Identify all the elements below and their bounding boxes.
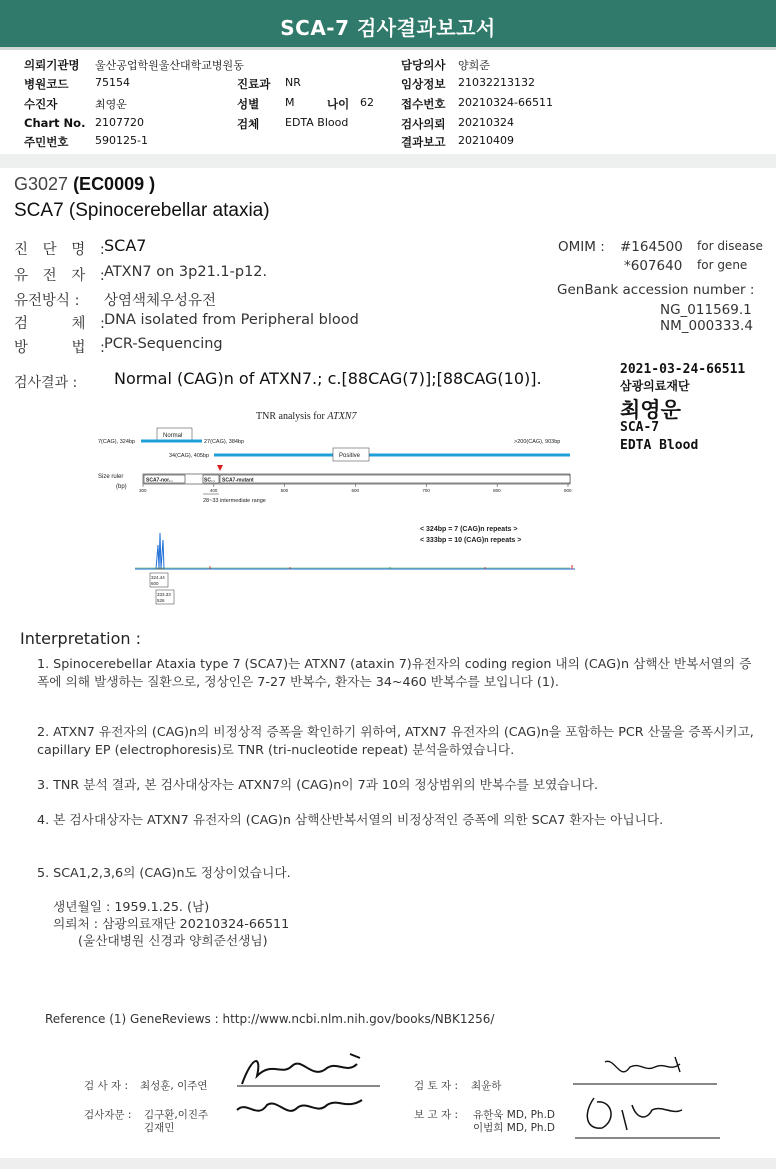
inheritance-label: 유전방식 : <box>14 293 80 309</box>
gene-value: ATXN7 on 3p21.1-p12. <box>104 264 268 280</box>
interpretation-p4: 4. 본 검사대상자는 ATXN7 유전자의 (CAG)n 삼핵산반복서열의 비정상적인 증폭에 의한 SCA7 환자는 아닙니다. <box>37 812 664 827</box>
inheritance-value: 상염색체우성유전 <box>104 293 217 309</box>
sex-label: 성별 <box>237 97 260 111</box>
seg-normal-label: SCA7-nor... <box>146 477 173 484</box>
result-value: Normal (CAG)n of ATXN7.; c.[88CAG(7)];[88CAG(10)]. <box>114 369 542 388</box>
peak-1-size: 324.44 <box>151 575 165 580</box>
stamp-test: SCA-7 <box>620 420 660 435</box>
seg-mutant <box>220 475 570 483</box>
clinical-value: 21032213132 <box>458 76 535 89</box>
id-label: 주민번호 <box>24 135 69 149</box>
page-footer-bar <box>0 1158 776 1169</box>
genbank-label: GenBank accession number : <box>557 282 755 298</box>
label-27cag: 27(CAG), 384bp <box>204 439 245 445</box>
ruler-tick-label: 300 <box>139 488 147 493</box>
report-title: SCA-7 검사결과보고서 <box>280 16 496 40</box>
label-200cag: >200(CAG), 903bp <box>514 439 561 445</box>
patient-value: 최영운 <box>95 98 127 111</box>
request-date-value: 20210324 <box>458 116 514 129</box>
normal-label: Normal <box>163 433 183 439</box>
stamp-receipt: 2021-03-24-66511 <box>620 362 746 377</box>
diagnosis-value: SCA7 <box>104 236 147 255</box>
receipt-label: 접수번호 <box>401 97 446 111</box>
ruler-ticks <box>139 484 572 493</box>
advisor-signature <box>232 1090 377 1126</box>
repeat-line-1: < 324bp = 7 (CAG)n repeats > <box>420 526 518 533</box>
stamp-specimen: EDTA Blood <box>620 438 699 453</box>
patient-label: 수진자 <box>24 97 58 111</box>
omim-gene: *607640 <box>624 258 683 274</box>
interpretation-heading: Interpretation : <box>20 629 141 648</box>
result-label: 검사결과 : <box>14 375 78 391</box>
reviewer-signature <box>570 1052 720 1088</box>
specimen-value: EDTA Blood <box>285 116 349 129</box>
institution-value: 울산공업학원울산대학교병원동 <box>95 59 244 72</box>
gene-label: 유 전 자 : <box>14 268 110 284</box>
omim-gene-note: for gene <box>697 258 748 272</box>
clinical-label: 임상정보 <box>401 77 446 91</box>
omim-disease: #164500 <box>620 239 683 255</box>
seg-sc-label: SC... <box>204 477 216 484</box>
reporter-value-1: 유한욱 MD, Ph.D <box>473 1109 555 1121</box>
stamp-org: 삼광의료재단 <box>620 379 690 393</box>
advisor-label: 검사자문 : <box>84 1109 132 1121</box>
patient-info <box>0 52 776 152</box>
omim-label: OMIM : <box>558 239 605 255</box>
method-value: PCR-Sequencing <box>104 336 223 352</box>
dept-value: NR <box>285 76 301 89</box>
stamp-name: 최영운 <box>620 398 681 422</box>
ruler-tick-label: 600 <box>351 488 360 493</box>
doctor-value: 양희준 <box>458 59 490 72</box>
figure-title: TNR analysis for ATXN7 <box>256 411 357 422</box>
gene-test-code: G3027 <box>14 174 69 194</box>
advisor-value-1: 김구환,이진주 <box>144 1109 209 1121</box>
ruler-tick-label: 700 <box>422 488 430 493</box>
peak-2-size: 333.33 <box>157 592 171 597</box>
ruler-tick-label: 900 <box>564 488 572 493</box>
trace-noise <box>210 565 572 569</box>
interpretation-p1: 1. Spinocerebellar Ataxia type 7 (SCA7)는 ATXN7 (ataxin 7)유전자의 coding region 내의 (CAG)n 삼핵산 반복서열의 증폭에 의해 발생하는 질환으로, 정상인은 7-27 반복수, 환자는 34~460 반복수를 보입니다 (1). <box>37 656 752 689</box>
interpretation-p3: 3. TNR 분석 결과, 본 검사대상자는 ATXN7의 (CAG)n이 7과 10의 정상범위의 반복수를 보였습니다. <box>37 777 599 792</box>
label-34cag: 34(CAG), 405bp <box>169 453 210 459</box>
report-header <box>0 0 776 50</box>
ruler-label: Size ruler <box>98 474 124 480</box>
reporter-signature <box>572 1090 722 1140</box>
genbank-2: NM_000333.4 <box>660 318 753 334</box>
age-value: 62 <box>360 96 374 109</box>
repeat-line-2: < 333bp = 10 (CAG)n repeats > <box>420 537 522 544</box>
genbank-1: NG_011569.1 <box>660 302 752 318</box>
sex-value: M <box>285 96 295 109</box>
peak-2-height: 526 <box>157 598 165 603</box>
specimen-row-label: 검 체 : <box>14 316 110 332</box>
dept-label: 진료과 <box>237 77 271 91</box>
ruler-tick-label: 400 <box>209 488 218 493</box>
method-label: 방 법 : <box>14 340 110 356</box>
interpretation-p2: 2. ATXN7 유전자의 (CAG)n의 비정상적 증폭을 확인하기 위하여, ATXN7 유전자의 (CAG)n을 포함하는 PCR 산물을 증폭시키고, capillary EP (electrophoresis)로 TNR (tri-nucleotide repeat) 분석을하였습니다. <box>37 724 754 757</box>
institution-label: 의뢰기관명 <box>24 58 80 72</box>
report-date-value: 20210409 <box>458 134 514 147</box>
red-marker-icon <box>217 465 223 471</box>
ec-code: (EC0009 ) <box>73 174 156 194</box>
tester-label: 검 사 자 : <box>84 1080 128 1092</box>
seg-mutant-label: SCA7-mutant <box>222 477 254 484</box>
reviewer-value: 최윤하 <box>471 1080 502 1092</box>
hospital-code-label: 병원코드 <box>24 77 69 91</box>
chart-label: Chart No. <box>24 116 86 130</box>
section-divider <box>0 154 776 168</box>
tester-signature <box>232 1046 382 1091</box>
id-value: 590125-1 <box>95 134 148 147</box>
report-date-label: 결과보고 <box>401 135 446 149</box>
birth-date: 생년월일 : 1959.1.25. (남) <box>53 899 210 914</box>
interpretation-p5: 5. SCA1,2,3,6의 (CAG)n도 정상이었습니다. <box>37 865 291 880</box>
diagnosis-label: 진 단 명 : <box>14 242 110 258</box>
positive-label: Positive <box>339 453 361 459</box>
request-date-label: 검사의뢰 <box>401 117 446 131</box>
reviewer-label: 검 토 자 : <box>414 1080 458 1092</box>
ruler-unit: (bp) <box>116 484 127 490</box>
advisor-value-2: 김재민 <box>144 1122 175 1134</box>
test-title: SCA7 (Spinocerebellar ataxia) <box>14 200 270 221</box>
intermediate-label: 28~33 intermediate range <box>203 498 266 504</box>
age-label: 나이 <box>327 97 350 111</box>
ruler-tick-label: 800 <box>493 488 501 493</box>
reporter-label: 보 고 자 : <box>414 1109 458 1121</box>
test-code <box>14 174 155 195</box>
ruler-tick-label: 500 <box>280 488 289 493</box>
specimen-label: 검체 <box>237 117 260 131</box>
requester-doctor: (울산대병원 신경과 양희준선생님) <box>78 933 268 948</box>
omim-disease-note: for disease <box>697 239 763 253</box>
chart-value: 2107720 <box>95 116 144 129</box>
specimen-row-value: DNA isolated from Peripheral blood <box>104 312 359 328</box>
doctor-label: 담당의사 <box>401 58 446 72</box>
hospital-code-value: 75154 <box>95 76 130 89</box>
receipt-value: 20210324-66511 <box>458 96 553 109</box>
requester: 의뢰처 : 삼광의료재단 20210324-66511 <box>53 916 290 931</box>
reporter-value-2: 이범희 MD, Ph.D <box>473 1122 555 1134</box>
peak-1-height: 600 <box>151 581 159 586</box>
tnr-analysis-figure <box>90 405 580 610</box>
tester-value: 최성훈, 이주연 <box>140 1080 208 1092</box>
reference: Reference (1) GeneReviews : http://www.ncbi.nlm.nih.gov/books/NBK1256/ <box>45 1012 495 1026</box>
label-7cag: 7(CAG), 324bp <box>98 439 135 445</box>
